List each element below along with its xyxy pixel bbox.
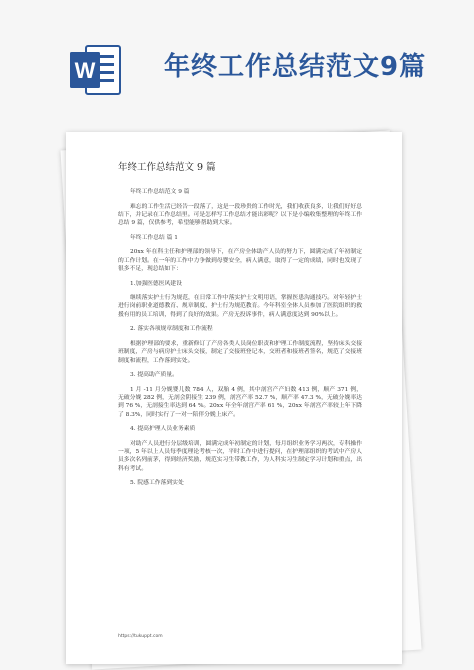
item-1-text: 继续落实护士行为规范，在日常工作中落实护士文明用语，掌握医患沟通技巧。对年轻护士进行岗前职业道德教育、规章制度、护士行为规范教育。今年科室全体人员参加了医院组织的救援有用的员工培训，得到了良好的效果。产房无投诉事件，病人满意度达到 90%以上。 [118,295,362,318]
item-2-heading: 2. 落实各项规章制度和工作流程 [130,326,213,333]
document-content [118,162,362,494]
document-subtitle: 年终工作总结范文 9 篇 [130,189,190,195]
intro-paragraph: 难忘的工作生活已经告一段落了，这是一段珍贵的工作时光，我们收获良多，让我们好好总结下，并记录在工作总结里。可是怎样写工作总结才能出彩呢？以下是小编收集整理的年终工作总结 9 篇，仅供参考，希望能够帮助到大家。 [118,203,362,227]
item-1-heading: 1.加强医德医风建设 [130,280,182,287]
word-document-icon [68,42,124,98]
item-2-text: 根据护理部的要求，重新修订了产房各类人员岗位职责和护理工作制度流程，坚持床头交接班制度，产房与病房护士床头交接，制定了交接班登记本，交班者和接班者签名，规范了交接班制度和流程，工作落到实处。 [118,340,362,364]
footer-url: https://tukuppt.com [118,634,163,639]
document-page [66,132,402,664]
item-4-heading: 4. 提高护理人员业务素质 [130,426,196,433]
item-3-heading: 3. 提高助产质量。 [130,372,178,379]
paragraph-1: 20xx 年在科主任和护理部的领导下，在产房全体助产人员的努力下，圆满完成了年初制定的工作计划。在一年的工作中力争做到母婴安全，病人满意，取得了一定的成绩，同时也发现了很多不足，现总结如下： [118,249,362,272]
header [0,0,474,120]
item-5-heading: 5. 院感工作落到实处 [130,480,184,487]
section-title: 年终工作总结 篇 1 [130,234,178,241]
word-icon-letter: W [74,58,96,83]
page-title: 年终工作总结范文9篇 [164,52,427,82]
document-title: 年终工作总结范文 9 篇 [118,162,216,173]
item-4-text: 对助产人员进行分层级培训，圆满完成年初制定的计划，每月组织业务学习两次，专科操作一项，5 年以上人员每季度理论考核一次，平时工作中进行提问，在护理部组织的考试中产房人员多次名列前茅，得到经济奖励，规范实习生带教工作，为人科实习生制定学习计划和重点，出科有考试。 [118,440,362,472]
item-3-text: 1 月 -11 月分娩婴儿数 784 人，双胎 4 例，其中剖宫产产妇数 413 例，顺产 371 例，无破分娩 282 例，无剖会阴接生 239 例，剖宫产率 52.7 %，顺产率 47.3 %，无破分娩率达到 76 %，无剖接生率达到 64 %。20xx 年全年剖宫产率 61 %，20xx 年剖宫产率较上年下降了 8.3%，同时实行了一对一陪伴分娩上床产。 [118,386,362,418]
